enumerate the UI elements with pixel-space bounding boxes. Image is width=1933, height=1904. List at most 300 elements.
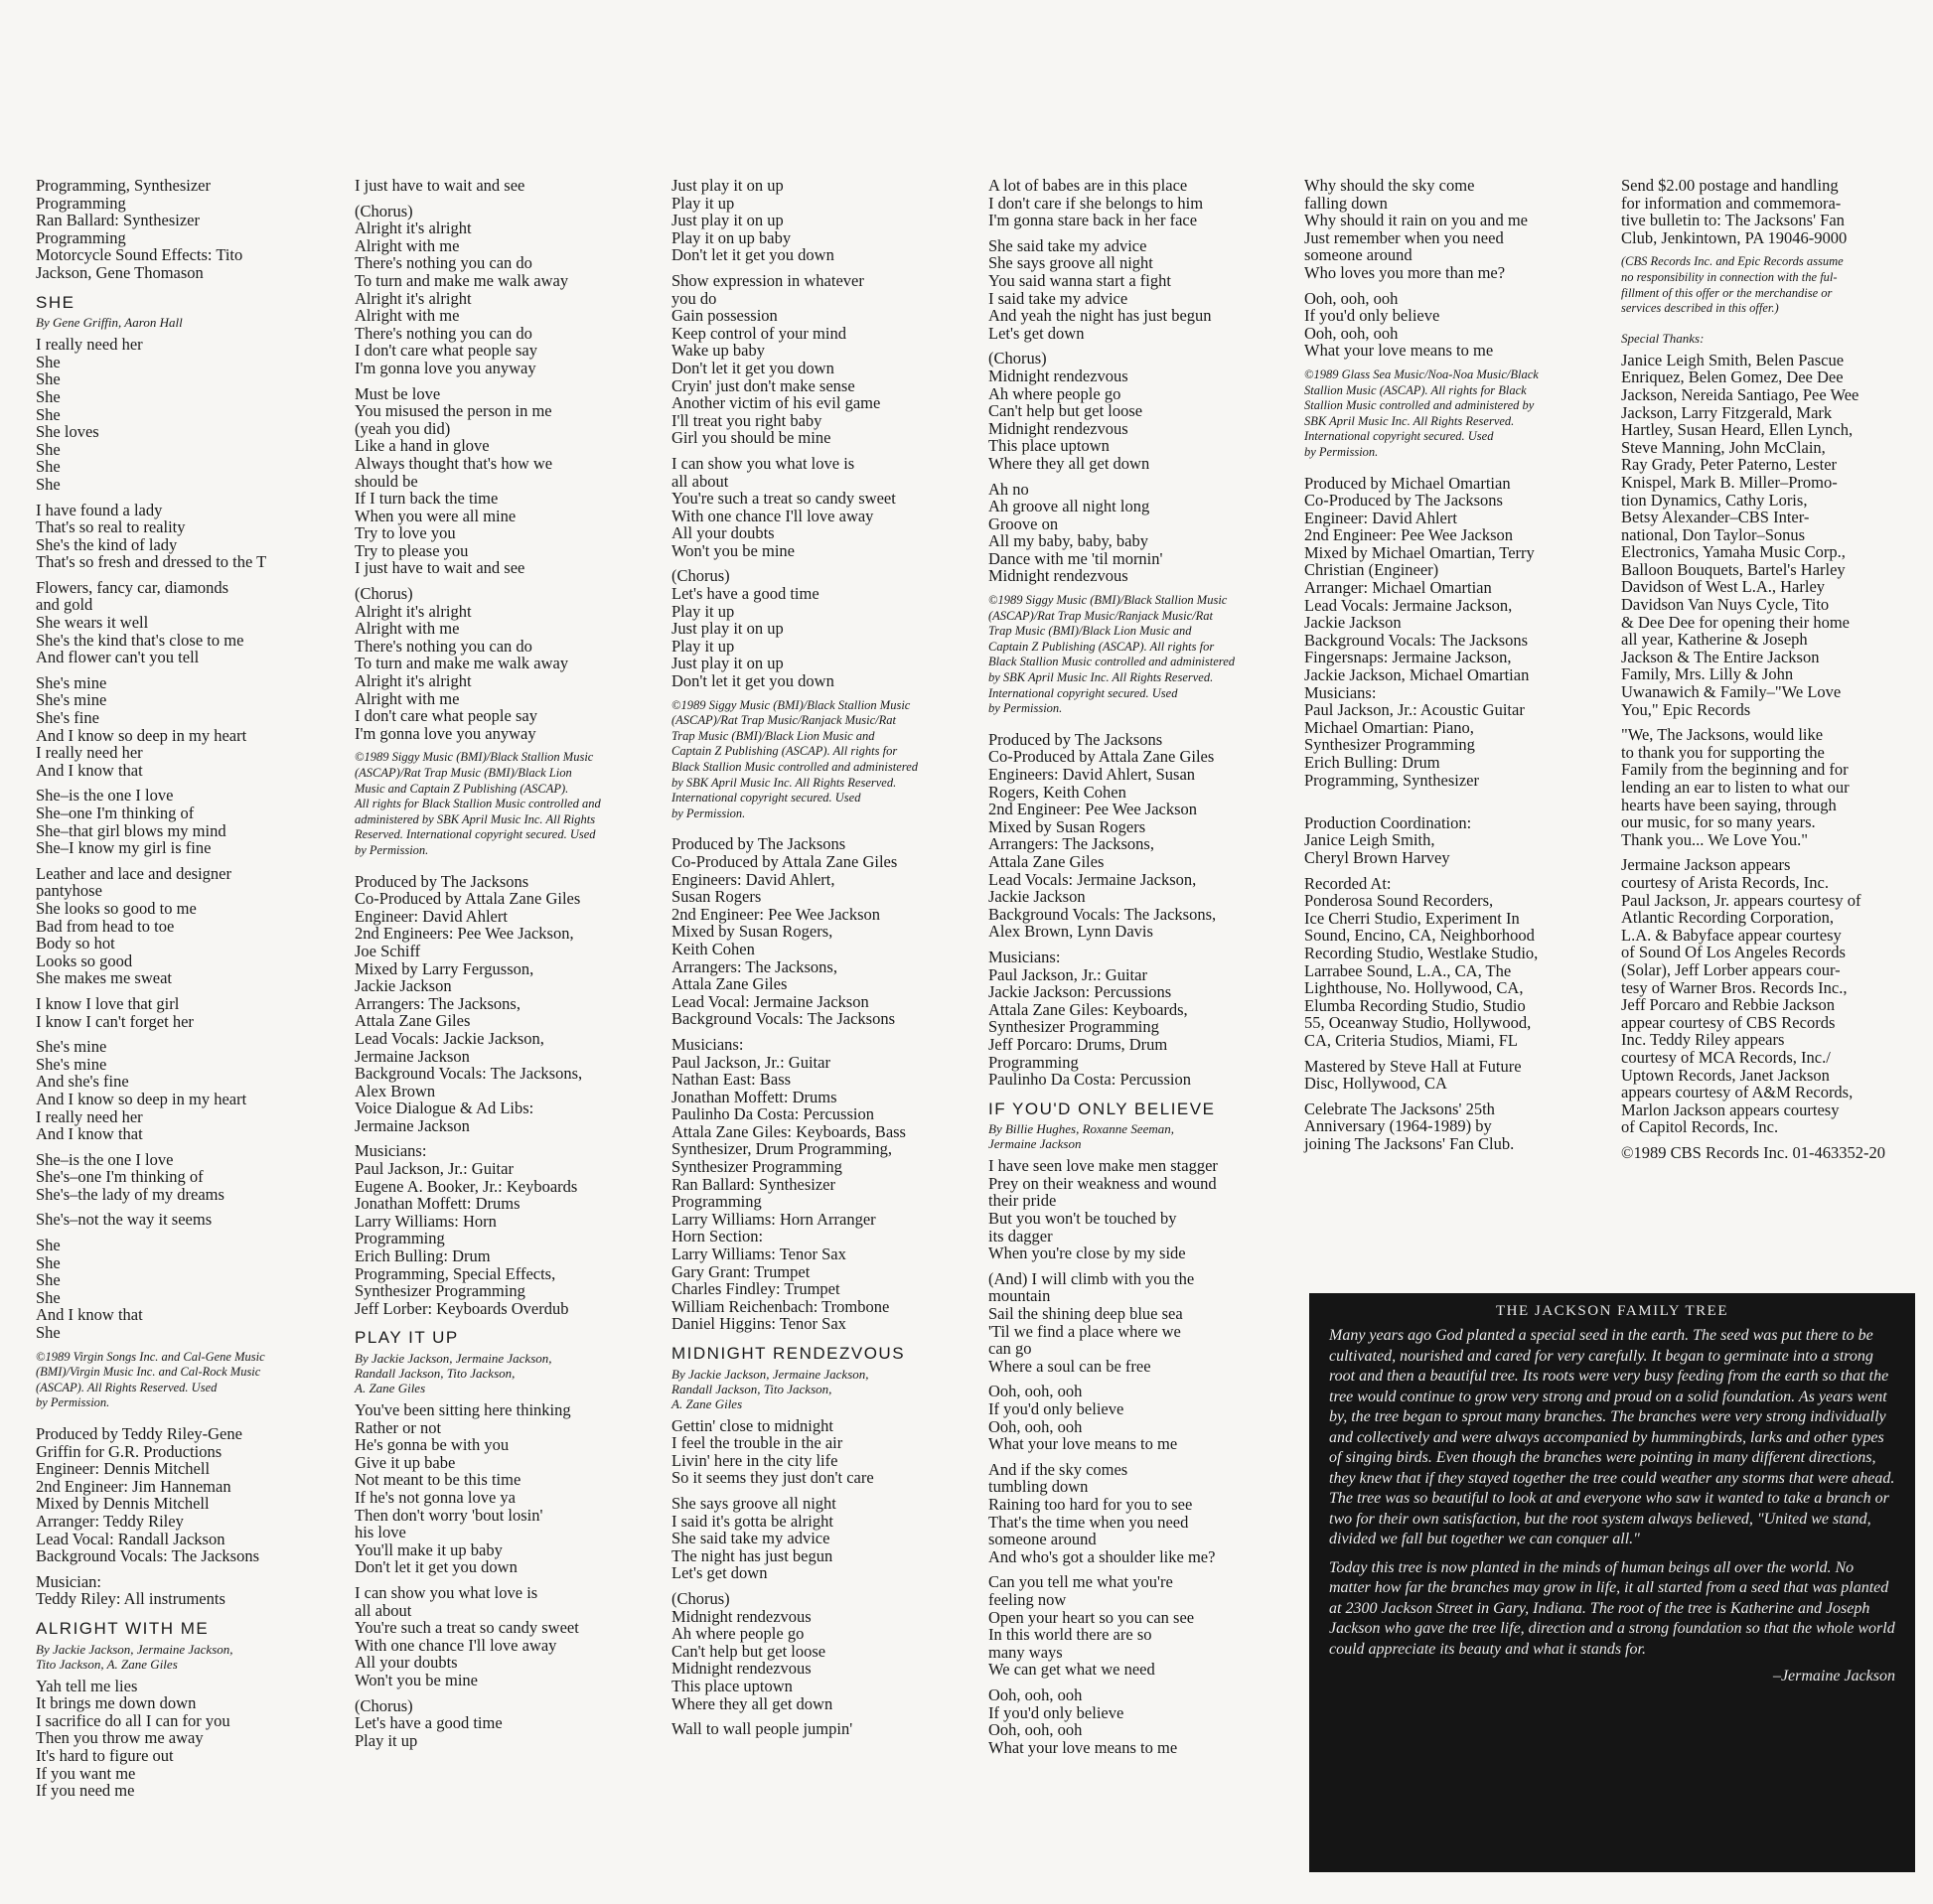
- text-block: [671, 1720, 974, 1738]
- text-block: [988, 1157, 1286, 1262]
- text-line: Larry Williams: Tenor Sax: [671, 1245, 846, 1264]
- text-line: Mixed by Larry Fergusson,: [355, 958, 534, 978]
- text-line: 2nd Engineer: Pee Wee Jackson: [988, 800, 1198, 819]
- text-line: by Permission.: [355, 842, 429, 857]
- text-line: I don't care what people say: [355, 706, 537, 726]
- text-line: Like a hand in glove: [355, 436, 490, 456]
- text-line: Must be love: [355, 383, 441, 403]
- text-line: Ah groove all night long: [988, 497, 1150, 516]
- text-line: William Reichenbach: Trombone: [671, 1296, 890, 1316]
- text-line: I can show you what love is: [355, 1582, 538, 1602]
- text-line: Erich Bulling: Drum: [355, 1246, 491, 1266]
- text-line: fillment of this offer or the merchandise or: [1621, 285, 1833, 300]
- text-line: If he's not gonna love ya: [355, 1487, 516, 1507]
- text-line: Uptown Records, Janet Jackson: [1621, 1065, 1830, 1085]
- text-line: Keith Cohen: [671, 939, 755, 958]
- text-line: You," Epic Records: [1621, 699, 1751, 719]
- text-line: All my baby, baby, baby: [988, 531, 1148, 551]
- text-line: She's mine: [36, 1054, 107, 1074]
- text-line: When you're close by my side: [988, 1244, 1186, 1263]
- text-line: Club, Jenkintown, PA 19046-9000: [1621, 227, 1848, 247]
- text-line: Black Stallion Music controlled and administered: [671, 760, 918, 774]
- text-block: [36, 579, 334, 666]
- text-line: International copyright secured. Used: [671, 791, 861, 806]
- text-line: by Permission.: [1304, 444, 1379, 459]
- text-line: Arrangers: The Jacksons,: [988, 834, 1154, 854]
- text-line: Paul Jackson, Jr. appears courtesy of: [1621, 890, 1861, 910]
- text-line: Randall Jackson, Tito Jackson,: [671, 1381, 832, 1396]
- text-line: Paulinho Da Costa: Percussion: [671, 1104, 874, 1124]
- text-block: [1304, 875, 1602, 1050]
- text-line: She's mine: [36, 672, 107, 692]
- text-line: All your doubts: [355, 1653, 458, 1673]
- text-line: I'm gonna love you anyway: [355, 723, 536, 743]
- text-line: She: [36, 404, 61, 424]
- text-line: Atlantic Recording Corporation,: [1621, 908, 1834, 928]
- text-line: its dagger: [988, 1226, 1053, 1245]
- text-line: Play it up: [671, 636, 735, 656]
- text-line: Show expression in whatever: [671, 270, 864, 290]
- text-line: Ah where people go: [988, 383, 1121, 403]
- text-line: Wake up baby: [671, 341, 765, 361]
- text-line: (And) I will climb with you the: [988, 1268, 1195, 1288]
- text-line: Where they all get down: [988, 453, 1150, 473]
- text-block: [36, 995, 334, 1030]
- text-block: [988, 1686, 1286, 1756]
- text-line: Ray Grady, Peter Paterno, Lester: [1621, 455, 1838, 475]
- column-1: [36, 177, 334, 1808]
- text-line: Erich Bulling: Drum: [1304, 753, 1440, 772]
- text-block: [1621, 856, 1919, 1136]
- text-line: (Chorus): [355, 1695, 413, 1715]
- text-line: Lead Vocals: Jermaine Jackson,: [1304, 595, 1513, 615]
- text-line: Background Vocals: The Jacksons: [36, 1546, 260, 1566]
- text-line: Ooh, ooh, ooh: [988, 1416, 1083, 1436]
- text-line: Looks so good: [36, 951, 133, 970]
- text-line: Joe Schiff: [355, 941, 421, 960]
- text-line: Programming: [36, 227, 126, 247]
- text-line: Alright it's alright: [355, 288, 472, 308]
- text-line: Jackson & The Entire Jackson: [1621, 647, 1820, 666]
- text-line: Jermaine Jackson: [988, 1136, 1082, 1152]
- text-line: Fingersnaps: Jermaine Jackson,: [1304, 648, 1512, 667]
- copyright-notice: [355, 750, 653, 858]
- text-line: She: [36, 474, 61, 494]
- text-line: She–that girl blows my mind: [36, 820, 226, 840]
- text-line: ©1989 CBS Records Inc. 01-463352-20: [1621, 1142, 1885, 1162]
- text-line: Can you tell me what you're: [988, 1572, 1173, 1592]
- text-line: Ooh, ooh, ooh: [988, 1684, 1083, 1704]
- text-line: (ASCAP)/Rat Trap Music (BMI)/Black Lion: [355, 766, 572, 780]
- text-line: Why should it rain on you and me: [1304, 211, 1529, 230]
- text-line: should be: [355, 471, 418, 491]
- text-block: [36, 865, 334, 987]
- text-line: Alright with me: [355, 235, 460, 255]
- text-line: Ponderosa Sound Recorders,: [1304, 891, 1494, 911]
- text-block: [36, 1151, 334, 1204]
- text-line: ©1989 Siggy Music (BMI)/Black Stallion Music: [988, 593, 1228, 608]
- text-line: Paul Jackson, Jr.: Acoustic Guitar: [1304, 700, 1525, 720]
- text-line: Dance with me 'til mornin': [988, 548, 1163, 568]
- songwriter-credit: [1621, 331, 1919, 346]
- text-line: That's so fresh and dressed to the T: [36, 552, 267, 572]
- text-line: all about: [671, 471, 729, 491]
- text-block: [36, 502, 334, 571]
- text-line: Programming, Special Effects,: [355, 1263, 556, 1283]
- text-block: [1621, 177, 1919, 246]
- text-block: [1304, 1100, 1602, 1153]
- text-line: To turn and make me walk away: [355, 654, 569, 673]
- text-line: She: [36, 1287, 61, 1307]
- text-line: Voice Dialogue & Ad Libs:: [355, 1098, 534, 1118]
- text-line: Play it up: [355, 1730, 418, 1750]
- text-line: Sail the shining deep blue sea: [988, 1304, 1183, 1324]
- text-block: [355, 203, 653, 377]
- text-line: Paulinho Da Costa: Percussion: [988, 1070, 1191, 1090]
- text-line: And I know so deep in my heart: [36, 1089, 247, 1108]
- text-block: [36, 1237, 334, 1342]
- column-5: [1304, 177, 1602, 1160]
- text-line: Produced by The Jacksons: [671, 834, 846, 854]
- text-line: Recorded At:: [1304, 873, 1392, 893]
- text-line: She: [36, 1323, 61, 1343]
- text-block: [36, 1038, 334, 1143]
- text-line: Larry Williams: Horn Arranger: [671, 1209, 876, 1229]
- text-line: If you need me: [36, 1781, 135, 1801]
- text-line: Balloon Bouquets, Bartel's Harley: [1621, 559, 1846, 579]
- text-line: SBK April Music Inc. All Rights Reserved.: [1304, 413, 1515, 428]
- text-line: Horn Section:: [671, 1227, 764, 1246]
- text-line: Uwanawich & Family–"We Love: [1621, 682, 1842, 702]
- text-line: Attala Zane Giles: [355, 1011, 471, 1031]
- text-block: [36, 674, 334, 780]
- text-line: Jackson, Gene Thomason: [36, 262, 204, 282]
- text-line: Let's have a good time: [355, 1713, 503, 1733]
- text-block: [988, 1573, 1286, 1679]
- text-line: By Jackie Jackson, Jermaine Jackson,: [36, 1641, 233, 1657]
- text-line: Janice Leigh Smith, Belen Pascue: [1621, 350, 1845, 369]
- text-line: (Solar), Jeff Lorber appears cour-: [1621, 959, 1841, 979]
- text-line: Background Vocals: The Jacksons: [1304, 630, 1529, 650]
- text-block: [36, 787, 334, 856]
- text-line: It brings me down down: [36, 1693, 197, 1713]
- text-block: [1621, 352, 1919, 718]
- text-line: She: [36, 386, 61, 406]
- text-line: Alright it's alright: [355, 671, 472, 691]
- text-line: She's mine: [36, 690, 107, 710]
- text-line: But you won't be touched by: [988, 1209, 1177, 1229]
- text-line: Mixed by Susan Rogers,: [671, 922, 833, 942]
- text-line: no responsibility in connection with the ful-: [1621, 269, 1838, 284]
- text-line: All your doubts: [671, 523, 775, 543]
- text-line: And I know that: [36, 1305, 143, 1325]
- text-line: Trap Music (BMI)/Black Lion Music and: [671, 728, 875, 743]
- text-line: She–is the one I love: [36, 1149, 174, 1169]
- text-line: Engineers: David Ahlert,: [671, 869, 835, 889]
- text-line: It's hard to figure out: [36, 1745, 174, 1765]
- text-line: and gold: [36, 595, 93, 615]
- text-line: someone around: [988, 1530, 1097, 1549]
- text-line: If you'd only believe: [988, 1399, 1124, 1418]
- text-line: Ooh, ooh, ooh: [988, 1720, 1083, 1740]
- text-line: Special Thanks:: [1621, 330, 1705, 346]
- text-line: ©1989 Virgin Songs Inc. and Cal-Gene Music: [36, 1349, 265, 1364]
- text-line: Where a soul can be free: [988, 1356, 1151, 1376]
- text-line: all about: [355, 1600, 412, 1620]
- text-line: By Jackie Jackson, Jermaine Jackson,: [355, 1351, 552, 1366]
- song-title: SHE: [36, 292, 75, 312]
- text-line: Gary Grant: Trumpet: [671, 1261, 811, 1281]
- text-line: And if the sky comes: [988, 1459, 1128, 1479]
- text-line: administered by SBK April Music Inc. All Rights: [355, 811, 596, 826]
- text-line: Keep control of your mind: [671, 323, 846, 343]
- text-line: can go: [988, 1339, 1032, 1359]
- text-line: Thank you... We Love You.": [1621, 829, 1808, 849]
- text-line: I sacrifice do all I can for you: [36, 1710, 230, 1730]
- text-line: Synthesizer, Drum Programming,: [671, 1139, 893, 1159]
- song-title: IF YOU'D ONLY BELIEVE: [988, 1098, 1216, 1118]
- text-line: Janice Leigh Smith,: [1304, 830, 1435, 850]
- text-line: Programming: [671, 1192, 762, 1212]
- text-block: [988, 350, 1286, 472]
- text-line: Just play it on up: [671, 211, 784, 230]
- text-line: She's–one I'm thinking of: [36, 1167, 204, 1187]
- text-line: Arranger: Teddy Riley: [36, 1511, 184, 1531]
- text-line: You'll make it up baby: [355, 1539, 503, 1559]
- text-block: [1304, 1058, 1602, 1093]
- text-line: She says groove all night: [671, 1493, 836, 1513]
- text-line: Musicians:: [988, 947, 1061, 966]
- family-tree-signature: –Jermaine Jackson: [1772, 1668, 1895, 1684]
- text-line: By Gene Griffin, Aaron Hall: [36, 315, 183, 331]
- text-line: Family, Mrs. Lilly & John: [1621, 664, 1794, 684]
- text-line: Midnight rendezvous: [671, 1659, 812, 1679]
- text-line: Who loves you more than me?: [1304, 262, 1506, 282]
- text-line: Attala Zane Giles: [671, 974, 788, 994]
- text-line: (Chorus): [355, 584, 413, 604]
- text-line: Motorcycle Sound Effects: Tito: [36, 245, 243, 265]
- text-line: Elumba Recording Studio, Studio: [1304, 995, 1526, 1015]
- text-block: [988, 481, 1286, 586]
- text-line: We can get what we need: [988, 1660, 1155, 1680]
- text-line: Attala Zane Giles: [988, 851, 1105, 871]
- text-line: Wall to wall people jumpin': [671, 1719, 853, 1739]
- text-block: [1304, 177, 1602, 282]
- text-block: [36, 1211, 334, 1229]
- text-line: Jackson, Nereida Santiago, Pee Wee: [1621, 384, 1859, 404]
- text-line: I have found a lady: [36, 500, 163, 519]
- text-line: She's fine: [36, 708, 99, 728]
- text-line: 55, Oceanway Studio, Hollywood,: [1304, 1013, 1532, 1033]
- text-line: Hartley, Susan Heard, Ellen Lynch,: [1621, 420, 1854, 440]
- text-line: (yeah you did): [355, 418, 451, 438]
- text-line: Knispel, Mark B. Miller–Promo-: [1621, 472, 1838, 492]
- text-line: Cheryl Brown Harvey: [1304, 847, 1450, 867]
- text-line: Won't you be mine: [671, 540, 795, 560]
- copyright-notice: [1621, 254, 1919, 316]
- text-line: This place uptown: [988, 436, 1110, 456]
- text-line: Attala Zane Giles: Keyboards, Bass: [671, 1121, 906, 1141]
- text-line: I feel the trouble in the air: [671, 1433, 843, 1453]
- text-line: someone around: [1304, 245, 1413, 265]
- text-line: Inc. Teddy Riley appears: [1621, 1030, 1785, 1050]
- text-block: [671, 567, 974, 689]
- text-line: Recording Studio, Westlake Studio,: [1304, 943, 1539, 962]
- text-line: you do: [671, 288, 717, 308]
- text-line: Co-Produced by Attala Zane Giles: [671, 851, 898, 871]
- text-line: Synthesizer Programming: [1304, 735, 1475, 755]
- text-line: by SBK April Music Inc. All Rights Reserved.: [988, 670, 1214, 685]
- text-block: [355, 177, 653, 195]
- text-line: Eugene A. Booker, Jr.: Keyboards: [355, 1176, 578, 1196]
- text-line: lending an ear to listen to what our: [1621, 778, 1850, 797]
- text-line: Engineer: David Ahlert: [1304, 508, 1457, 527]
- text-block: [1304, 475, 1602, 790]
- text-line: Midnight rendezvous: [988, 418, 1128, 438]
- text-line: appears courtesy of A&M Records,: [1621, 1083, 1854, 1102]
- text-line: Synthesizer Programming: [355, 1281, 525, 1301]
- column-3: [671, 177, 974, 1746]
- text-line: (CBS Records Inc. and Epic Records assume: [1621, 254, 1844, 269]
- text-line: Arranger: Michael Omartian: [1304, 578, 1492, 598]
- text-line: Gettin' close to midnight: [671, 1415, 833, 1435]
- text-line: Synthesizer Programming: [988, 1017, 1159, 1037]
- text-block: [671, 177, 974, 264]
- text-line: 2nd Engineers: Pee Wee Jackson,: [355, 924, 574, 944]
- text-line: Programming: [36, 193, 126, 213]
- text-line: That's so real to reality: [36, 517, 186, 537]
- text-block: [671, 455, 974, 560]
- text-line: courtesy of Arista Records, Inc.: [1621, 872, 1829, 892]
- text-block: [988, 1383, 1286, 1452]
- text-block: [36, 177, 334, 282]
- text-block: [671, 1590, 974, 1712]
- text-line: And yeah the night has just begun: [988, 306, 1212, 326]
- text-block: [988, 731, 1286, 941]
- text-line: There's nothing you can do: [355, 253, 532, 273]
- text-line: Lead Vocal: Randall Jackson: [36, 1529, 225, 1548]
- text-line: ©1989 Siggy Music (BMI)/Black Stallion Music: [671, 697, 911, 712]
- text-line: Jonathan Moffett: Drums: [671, 1087, 837, 1106]
- text-line: Engineer: David Ahlert: [355, 906, 508, 926]
- text-line: Co-Produced by Attala Zane Giles: [355, 889, 581, 909]
- text-line: I can show you what love is: [671, 453, 855, 473]
- family-tree-box: [1309, 1293, 1915, 1872]
- text-line: pantyhose: [36, 881, 102, 901]
- text-line: Midnight rendezvous: [671, 1606, 812, 1626]
- text-block: [671, 1417, 974, 1487]
- text-line: Try to please you: [355, 540, 469, 560]
- text-line: Bad from head to toe: [36, 916, 175, 936]
- text-line: She: [36, 1270, 61, 1290]
- text-line: national, Don Taylor–Sonus: [1621, 524, 1806, 544]
- text-line: Where they all get down: [671, 1693, 833, 1713]
- text-line: to thank you for supporting the: [1621, 742, 1825, 762]
- text-line: With one chance I'll love away: [671, 506, 874, 525]
- text-line: Can't help but get loose: [988, 401, 1143, 421]
- text-line: & Dee Dee for opening their home: [1621, 612, 1851, 632]
- text-block: [988, 1270, 1286, 1376]
- text-line: Alright it's alright: [355, 219, 472, 238]
- text-line: She: [36, 1236, 61, 1255]
- text-line: Alex Brown: [355, 1081, 436, 1100]
- text-line: She said take my advice: [988, 235, 1147, 255]
- family-tree-title: THE JACKSON FAMILY TREE: [1496, 1303, 1728, 1319]
- text-line: I don't care what people say: [355, 341, 537, 361]
- text-line: Arrangers: The Jacksons,: [355, 993, 520, 1013]
- family-tree-paragraph: Today this tree is now planted in the minds of human beings all over the world. No matter how far the branches may grow in life, it all started from a seed that was planted at 2300 Jackson Street in Gary, Indiana. The root of the tree is Katherine and Joseph Jackson who gave the tree life, direction and a strong foundation so that the whole world could appreciate its beauty and what it stands for.: [1329, 1558, 1895, 1658]
- text-line: (Chorus): [355, 201, 413, 220]
- text-line: Yah tell me lies: [36, 1676, 138, 1695]
- text-line: Reserved. International copyright secured. Used: [355, 827, 596, 842]
- text-line: Family from the beginning and for: [1621, 760, 1849, 780]
- text-line: Captain Z Publishing (ASCAP). All rights for: [671, 744, 898, 759]
- copyright-notice: [988, 593, 1286, 717]
- text-line: tion Dynamics, Cathy Loris,: [1621, 490, 1808, 510]
- text-line: Flowers, fancy car, diamonds: [36, 577, 229, 597]
- text-line: Engineer: Dennis Mitchell: [36, 1459, 211, 1479]
- text-line: All rights for Black Stallion Music controlled and: [355, 797, 601, 811]
- text-line: Black Stallion Music controlled and administered: [988, 655, 1235, 669]
- text-line: joining The Jacksons' Fan Club.: [1304, 1133, 1515, 1153]
- text-block: [355, 385, 653, 578]
- text-line: by SBK April Music Inc. All Rights Reserved.: [671, 775, 897, 790]
- text-line: I really need her: [36, 743, 143, 763]
- text-line: Play it up: [671, 601, 735, 621]
- text-line: Midnight rendezvous: [988, 366, 1128, 385]
- text-line: Betsy Alexander–CBS Inter-: [1621, 508, 1810, 527]
- text-line: hearts have been saying, through: [1621, 795, 1837, 814]
- text-block: [1621, 1144, 1919, 1162]
- text-line: Larrabee Sound, L.A., CA, The: [1304, 960, 1512, 980]
- text-line: Gain possession: [671, 306, 778, 326]
- text-line: for information and commemora-: [1621, 193, 1842, 213]
- text-line: Let's get down: [671, 1563, 768, 1583]
- column-6: [1621, 177, 1919, 1169]
- songwriter-credit: [671, 1367, 974, 1411]
- text-line: L.A. & Babyface appear courtesy: [1621, 925, 1842, 945]
- text-line: And I know that: [36, 1124, 143, 1144]
- text-line: Let's have a good time: [671, 584, 819, 604]
- text-line: Jeff Porcaro: Drums, Drum: [988, 1034, 1168, 1054]
- text-line: Co-Produced by The Jacksons: [1304, 491, 1503, 511]
- column-2: [355, 177, 653, 1757]
- text-line: If you'd only believe: [988, 1702, 1124, 1722]
- text-line: Programming, Synthesizer: [36, 176, 211, 195]
- text-line: Give it up babe: [355, 1452, 456, 1472]
- text-line: Sound, Encino, CA, Neighborhood: [1304, 926, 1535, 946]
- text-line: I have seen love make men stagger: [988, 1156, 1218, 1176]
- songwriter-credit: [36, 315, 334, 330]
- text-line: Produced by Teddy Riley-Gene: [36, 1424, 242, 1443]
- text-line: Ooh, ooh, ooh: [1304, 323, 1399, 343]
- text-line: She makes me sweat: [36, 968, 173, 988]
- text-line: Cryin' just don't make sense: [671, 375, 855, 395]
- text-line: She wears it well: [36, 613, 149, 633]
- text-line: This place uptown: [671, 1676, 793, 1695]
- text-line: by Permission.: [36, 1395, 110, 1410]
- text-line: Production Coordination:: [1304, 812, 1472, 832]
- song-title: ALRIGHT WITH ME: [36, 1618, 210, 1638]
- text-line: Lighthouse, No. Hollywood, CA,: [1304, 978, 1524, 998]
- text-line: falling down: [1304, 193, 1388, 213]
- text-line: Leather and lace and designer: [36, 863, 231, 883]
- text-line: Groove on: [988, 513, 1059, 533]
- text-line: I know I can't forget her: [36, 1011, 194, 1031]
- text-line: I'm gonna stare back in her face: [988, 211, 1198, 230]
- text-line: Attala Zane Giles: Keyboards,: [988, 999, 1188, 1019]
- text-line: I said take my advice: [988, 288, 1128, 308]
